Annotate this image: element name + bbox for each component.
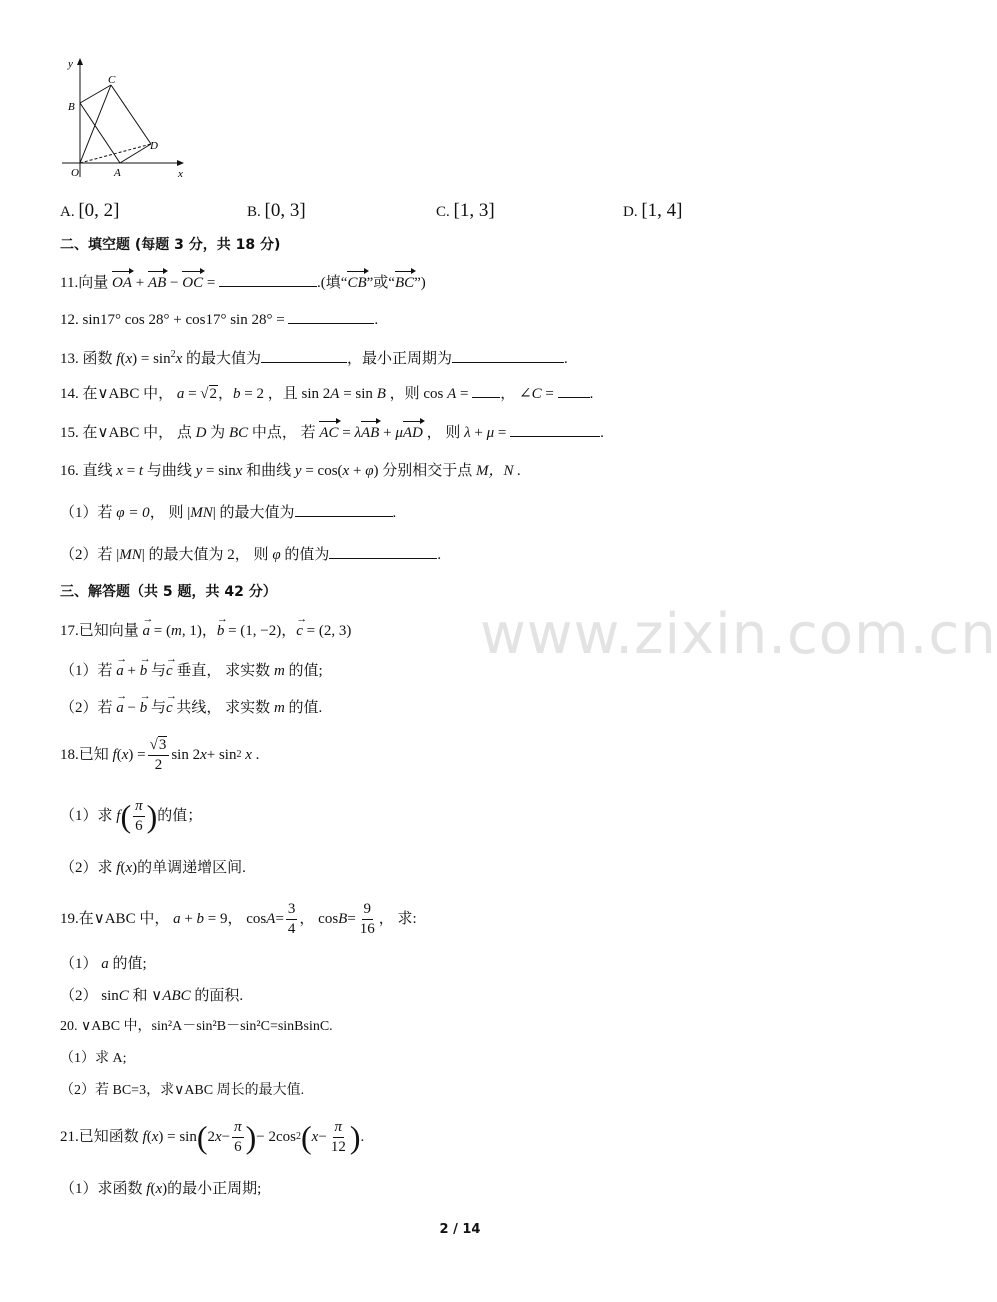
question-21-part-1: （1）求函数 f(x)的最小正周期; <box>60 1181 262 1197</box>
question-15: 15. 在∨ABC 中， 点 D 为 BC 中点， 若 AC = λAB + μAD ， 则 λ + μ = . <box>60 421 604 443</box>
question-20: 20. ∨ABC 中，sin²A－sin²B－sin²C=sinBsinC. <box>60 1019 333 1034</box>
question-11: 11.向量 OA + AB − OC = .(填“CB”或“BC”) <box>60 271 426 293</box>
question-16-part-1: （1）若 φ = 0， 则 |MN| 的最大值为 . <box>60 502 396 523</box>
question-18: 18. 已知 f ( x ) = $\frac{√3}{2}$ sin 2 x + sin 2 x . <box>60 736 260 773</box>
question-17-part-1: （1）若 → a + → b 与→ c 垂直， 求实数 m 的值; <box>60 658 323 681</box>
point-c-label: C <box>108 74 116 86</box>
question-17-part-2: （2）若 → a − → b 与→ c 共线， 求实数 m 的值. <box>60 695 322 718</box>
section-3-title: 三、解答题（共 5 题，共 42 分） <box>60 584 277 600</box>
option-c: C. [1, 3] <box>436 200 495 221</box>
question-14: 14. 在∨ABC 中， a = √2，b = 2 ，且 sin 2A = sin B ，则 cos A = ， ∠C = . <box>60 383 593 404</box>
page-number: 2 / 14 <box>439 1222 481 1237</box>
geometry-figure <box>58 55 198 185</box>
question-21: 21. 已知函数 f ( x ) = sin ( 2 x − $\frac{\pi}{6}$ ) − 2cos 2 ( x − $\frac{\pi}{12}$ ) . <box>60 1118 365 1155</box>
question-16-part-2: （2）若 |MN| 的最大值为 2， 则 φ 的值为 . <box>60 544 441 565</box>
y-axis-label: y <box>68 58 73 70</box>
question-19: 19. 在∨ABC 中， a + b = 9， cos A = $\frac{3}{4}$ ， cos B = $\frac{9}{16}$ ， 求: <box>60 900 417 937</box>
watermark: www.zixin.com.cn <box>480 602 997 667</box>
question-20-part-2: （2）若 BC=3，求∨ABC 周长的最大值. <box>60 1083 305 1098</box>
question-13: 13. 函数 $f(x) = \sin^2x$ 的最大值为 ，最小正周期为 . <box>60 349 568 367</box>
question-12: 12. sin17° cos 28° + cos17° sin 28° = . <box>60 309 378 330</box>
section-2-title: 二、填空题 (每题 3 分，共 18 分) <box>60 237 281 253</box>
point-b-label: B <box>68 101 75 113</box>
question-17: 17.已知向量 → a = (m, 1)，→ b = (1, −2)，→ c = (2, 3) <box>60 618 351 641</box>
question-18-part-2: （2）求 f(x)的单调递增区间. <box>60 860 246 876</box>
question-20-part-1: （1）求 A; <box>60 1051 127 1066</box>
option-d: D. [1, 4] <box>623 200 683 221</box>
question-16: 16. 直线 x = t 与曲线 y = sinx 和曲线 y = cos(x + φ) 分别相交于点 M，N . <box>60 463 522 479</box>
question-19-part-2: （2） sinC 和 ∨ABC 的面积. <box>60 988 244 1004</box>
point-d-label: D <box>150 140 158 152</box>
question-18-part-1: （1）求 f ( $\frac{\pi}{6}$ ) 的值； <box>60 797 203 834</box>
question-19-part-1: （1） a 的值; <box>60 956 147 972</box>
x-axis-label: x <box>178 168 183 180</box>
point-a-label: A <box>114 167 121 179</box>
point-o-label: O <box>71 167 79 179</box>
option-a: A. [0, 2] <box>60 200 120 221</box>
option-b: B. [0, 3] <box>247 200 306 221</box>
